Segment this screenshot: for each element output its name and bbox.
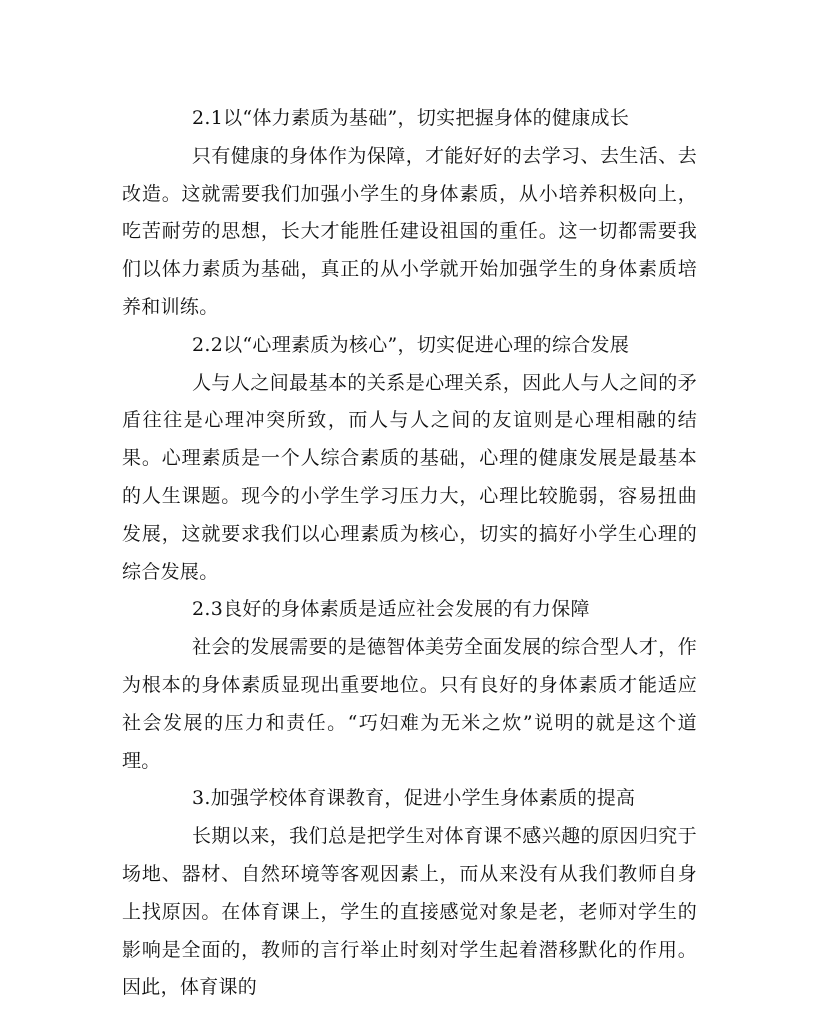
body-paragraph: 只有健康的身体作为保障，才能好好的去学习、去生活、去改造。这就需要我们加强小学生的身体素质，从小培养积极向上，吃苦耐劳的思想，长大才能胜任建设祖国的重任。这一切都需要我们以体力素质为基础，真正的从小学就开始加强学生的身体素质培养和训练。 (122, 144, 697, 318)
section-heading-2-1: 2.1以“体力素质为基础”，切实把握身体的健康成长 (192, 107, 630, 129)
section-heading-3: 3.加强学校体育课教育，促进小学生身体素质的提高 (192, 787, 636, 810)
body-paragraph: 长期以来，我们总是把学生对体育课不感兴趣的原因归究于场地、器材、自然环境等客观因素上，而从来没有从我们教师自身上找原因。在体育课上，学生的直接感觉对象是老，老师对学生的影响是全面的，教师的言行举止时刻对学生起着潜移默化的作用。因此，体育课的 (122, 825, 697, 999)
section-heading-2-3: 2.3良好的身体素质是适应社会发展的有力保障 (192, 598, 590, 621)
body-paragraph: 社会的发展需要的是德智体美劳全面发展的综合型人才，作为根本的身体素质显现出重要地位。只有良好的身体素质才能适应社会发展的压力和责任。“巧妇难为无米之炊”说明的就是这个道理。 (122, 636, 697, 772)
body-paragraph: 人与人之间最基本的关系是心理关系，因此人与人之间的矛盾往往是心理冲突所致，而人与人之间的友谊则是心理相融的结果。心理素质是一个人综合素质的基础，心理的健康发展是最基本的人生课题。现今的小学生学习压力大，心理比较脆弱，容易扭曲发展，这就要求我们以心理素质为核心，切实的搞好小学生心理的综合发展。 (122, 371, 697, 583)
section-heading-2-2: 2.2以“心理素质为核心”，切实促进心理的综合发展 (192, 333, 630, 356)
document-body (122, 100, 697, 1007)
